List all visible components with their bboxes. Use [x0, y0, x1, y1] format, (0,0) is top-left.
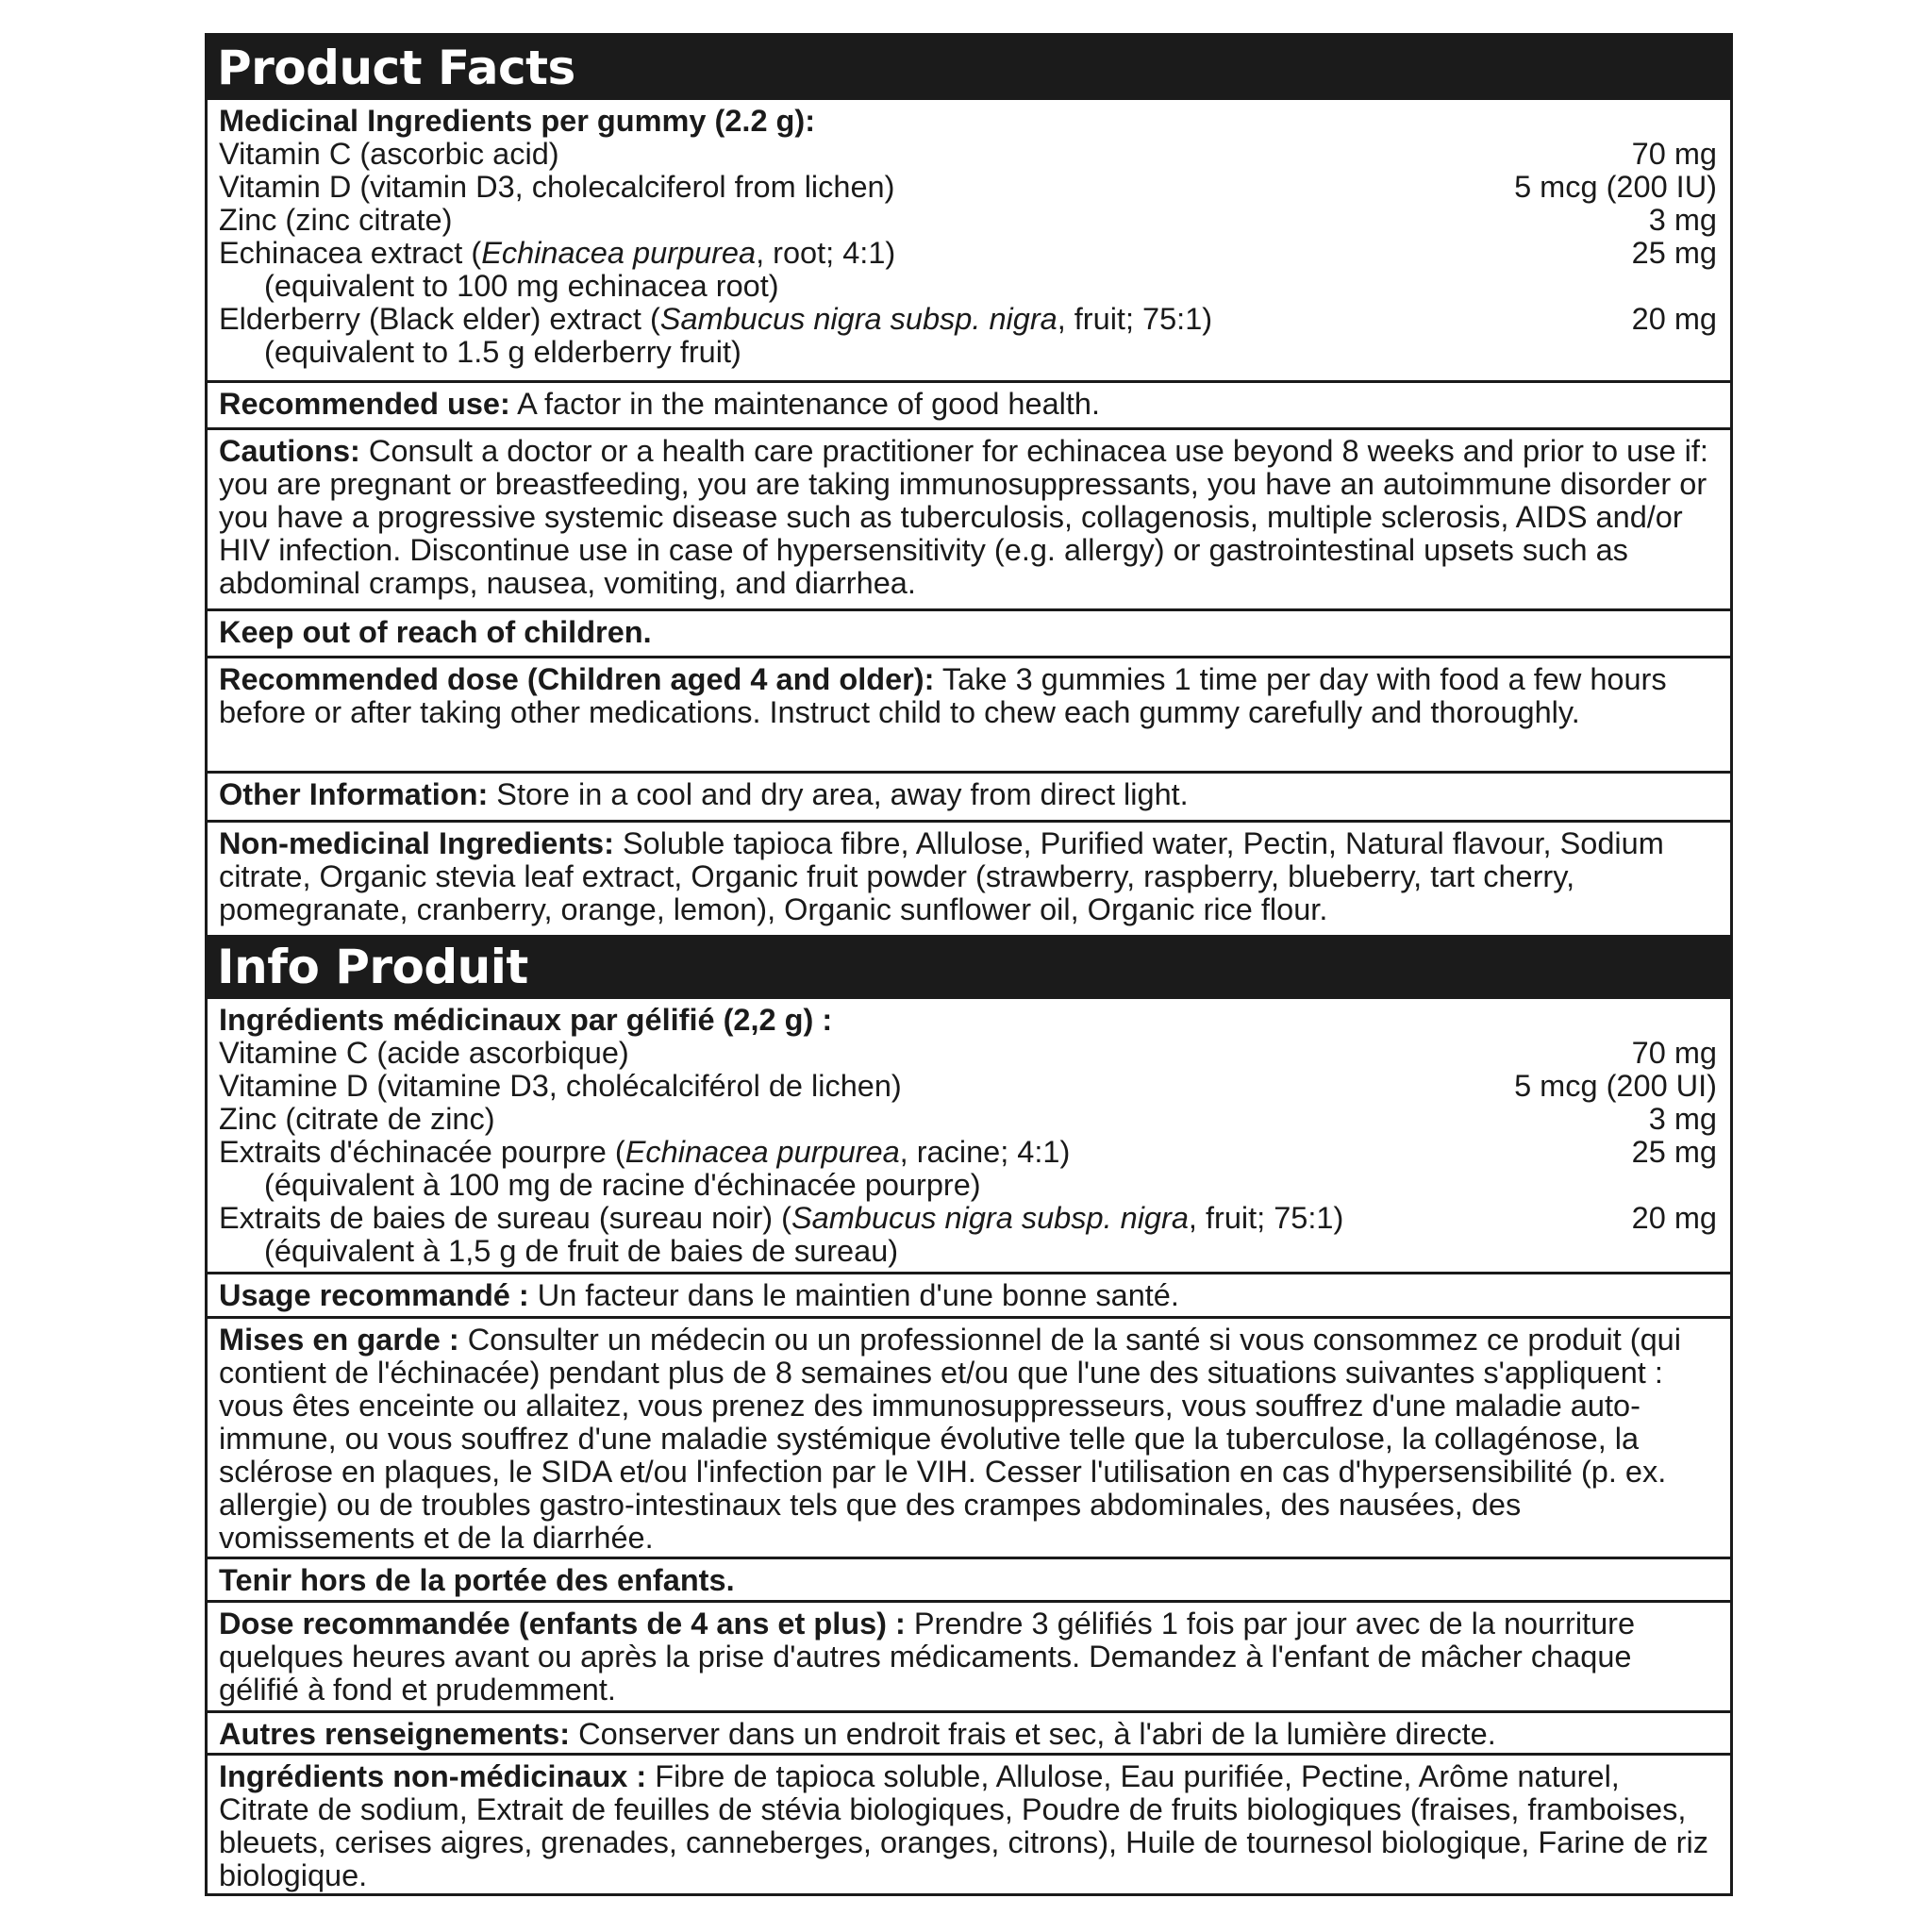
ingredient-name-suffix: , fruit; 75:1): [1057, 302, 1213, 336]
ingredient-equivalent: (equivalent to 1.5 g elderberry fruit): [264, 335, 741, 369]
ingredient-amount: 5 mcg (200 UI): [1514, 1069, 1717, 1103]
ingredient-row: [219, 237, 1717, 270]
ingredient-equivalent: (équivalent à 1,5 g de fruit de baies de sureau): [264, 1234, 899, 1268]
non-medicinal-text: Fibre de tapioca soluble, Allulose, Eau purifiée, Pectine, Arôme naturel, Citrate de sodium, Extrait de feuilles de stévia biologiques, Poudre de fruits biologiques (fraises, framboises, bleuets, cerises aigres, grenades, canneberges, oranges, citrons), Huile de tournesol biologique, Farine de riz biologique.: [219, 1759, 1708, 1892]
ingredient-name: Zinc (zinc citrate): [219, 203, 453, 237]
recommended-use-section: [208, 383, 1730, 430]
recommended-dose-text: Take 3 gummies 1 time per day with food a few hours before or after taking other medications. Instruct child to chew each gummy carefully and thoroughly.: [219, 662, 1667, 729]
recommended-use-text: Un facteur dans le maintien d'une bonne santé.: [528, 1278, 1179, 1312]
ingredient-equivalent: (equivalent to 100 mg echinacea root): [264, 269, 779, 303]
recommended-use-label: Recommended use:: [219, 387, 510, 421]
ingredient-name-prefix: Extraits de baies de sureau (sureau noir) (: [219, 1201, 791, 1235]
ingredient-amount: 3 mg: [1648, 1102, 1717, 1136]
cautions-text: Consult a doctor or a health care practitioner for echinacea use beyond 8 weeks and prior to use if: you are pregnant or breastfeeding, you are taking immunosuppressants, you have an autoimmune disorder or you have a progressive systemic disease such as tuberculosis, collagenosis, multiple sclerosis, AIDS and/or HIV infection. Discontinue use in case of hypersensitivity (e.g. allergy) or gastrointestinal upsets such as abdominal cramps, nausea, vomiting, and diarrhea.: [219, 434, 1708, 600]
ingredient-name: [219, 303, 1212, 336]
ingredient-name: Vitamin C (ascorbic acid): [219, 137, 559, 171]
ingredient-amount: 5 mcg (200 IU): [1514, 170, 1717, 204]
ingredient-name: Vitamine C (acide ascorbique): [219, 1036, 629, 1070]
other-information-section: [208, 774, 1730, 823]
ingredient-name-prefix: Echinacea extract (: [219, 236, 482, 270]
other-information-text: Store in a cool and dry area, away from direct light.: [488, 777, 1189, 811]
other-information-section-fr: [208, 1713, 1730, 1756]
recommended-use-label: Usage recommandé :: [219, 1278, 529, 1312]
recommended-dose-label: Recommended dose (Children aged 4 and older):: [219, 662, 935, 696]
non-medicinal-label: Non-medicinal Ingredients:: [219, 826, 614, 860]
ingredient-name: Vitamin D (vitamin D3, cholecalciferol from lichen): [219, 170, 895, 204]
other-information-text: Conserver dans un endroit frais et sec, à l'abri de la lumière directe.: [570, 1717, 1496, 1751]
ingredient-row: [219, 171, 1717, 204]
ingredient-name-suffix: , root; 4:1): [756, 236, 896, 270]
cautions-label: Cautions:: [219, 434, 360, 468]
recommended-dose-section: [208, 658, 1730, 774]
medicinal-ingredients-title: Ingrédients médicinaux par gélifié (2,2 g) :: [219, 1003, 833, 1037]
recommended-dose-section-fr: [208, 1603, 1730, 1713]
cautions-section: [208, 430, 1730, 611]
keep-out-warning: Keep out of reach of children.: [208, 611, 1730, 658]
medicinal-ingredients-section-fr: [208, 999, 1730, 1274]
non-medicinal-label: Ingrédients non-médicinaux :: [219, 1759, 647, 1793]
ingredient-row: [219, 1136, 1717, 1169]
ingredient-latin-name: Sambucus nigra subsp. nigra: [659, 302, 1058, 336]
info-produit-header: Info Produit: [208, 935, 1730, 999]
ingredient-amount: 70 mg: [1631, 137, 1717, 171]
ingredient-row: [219, 303, 1717, 336]
ingredient-latin-name: Sambucus nigra subsp. nigra: [791, 1201, 1189, 1235]
ingredient-amount: 70 mg: [1631, 1036, 1717, 1070]
recommended-use-section-fr: [208, 1274, 1730, 1319]
ingredient-row: [219, 1202, 1717, 1235]
cautions-text: Consulter un médecin ou un professionnel de la santé si vous consommez ce produit (qui contient de l'échinacée) pendant plus de 8 semaines et/ou que l'une des situations suivantes s'appliquent : vous êtes enceinte ou allaitez, vous prenez des immunosuppresseurs, vous souffrez d'une maladie auto-immune, ou vous souffrez d'une maladie systémique évolutive telle que la tuberculose, la collagénose, la sclérose en plaques, le SIDA et/ou l'infection par le VIH. Cesser l'utilisation en cas d'hypersensibilité (p. ex. allergie) ou de troubles gastro-intestinaux tels que des crampes abdominales, des nausées, des vomissements et de la diarrhée.: [219, 1323, 1681, 1555]
recommended-dose-label: Dose recommandée (enfants de 4 ans et plus) :: [219, 1607, 906, 1641]
ingredient-row: [219, 138, 1717, 171]
ingredient-equivalent: (équivalent à 100 mg de racine d'échinacée pourpre): [264, 1168, 981, 1202]
ingredient-name: [219, 1202, 1343, 1235]
ingredient-amount: 20 mg: [1631, 302, 1717, 336]
medicinal-ingredients-title: Medicinal Ingredients per gummy (2.2 g):: [219, 104, 816, 138]
ingredient-amount: 20 mg: [1631, 1201, 1717, 1235]
ingredient-name: [219, 1136, 1070, 1169]
other-information-label: Other Information:: [219, 777, 489, 811]
ingredient-amount: 25 mg: [1631, 1135, 1717, 1169]
non-medicinal-ingredients-section-fr: [208, 1756, 1730, 1897]
ingredient-row: [219, 1070, 1717, 1103]
cautions-section-fr: [208, 1319, 1730, 1559]
cautions-label: Mises en garde :: [219, 1323, 459, 1357]
ingredient-name-prefix: Extraits d'échinacée pourpre (: [219, 1135, 625, 1169]
ingredient-row: [219, 1037, 1717, 1070]
ingredient-name-suffix: , fruit; 75:1): [1188, 1201, 1344, 1235]
other-information-label: Autres renseignements:: [219, 1717, 571, 1751]
ingredient-name: Zinc (citrate de zinc): [219, 1102, 495, 1136]
ingredient-name: Vitamine D (vitamine D3, cholécalciférol de lichen): [219, 1069, 902, 1103]
product-facts-panel: [205, 33, 1733, 1896]
ingredient-name-suffix: , racine; 4:1): [899, 1135, 1071, 1169]
ingredient-row: [219, 1103, 1717, 1136]
ingredient-amount: 3 mg: [1648, 203, 1717, 237]
keep-out-warning-fr: Tenir hors de la portée des enfants.: [208, 1559, 1730, 1603]
ingredient-latin-name: Echinacea purpurea: [625, 1135, 900, 1169]
ingredient-latin-name: Echinacea purpurea: [481, 236, 757, 270]
medicinal-ingredients-section: [208, 100, 1730, 383]
ingredient-amount: 25 mg: [1631, 236, 1717, 270]
ingredient-name: [219, 237, 895, 270]
recommended-use-text: A factor in the maintenance of good health.: [509, 387, 1101, 421]
non-medicinal-ingredients-section: [208, 823, 1730, 935]
ingredient-name-prefix: Elderberry (Black elder) extract (: [219, 302, 660, 336]
non-medicinal-text: Soluble tapioca fibre, Allulose, Purified water, Pectin, Natural flavour, Sodium citrate, Organic stevia leaf extract, Organic fruit powder (strawberry, raspberry, blueberry, tart cherry, pomegranate, cranberry, orange, lemon), Organic sunflower oil, Organic rice flour.: [219, 826, 1664, 926]
recommended-dose-text: Prendre 3 gélifiés 1 fois par jour avec de la nourriture quelques heures avant ou après la prise d'autres médicaments. Demandez à l'enfant de mâcher chaque gélifié à fond et prudemment.: [219, 1607, 1636, 1707]
ingredient-row: [219, 204, 1717, 237]
product-facts-header: Product Facts: [208, 36, 1730, 100]
